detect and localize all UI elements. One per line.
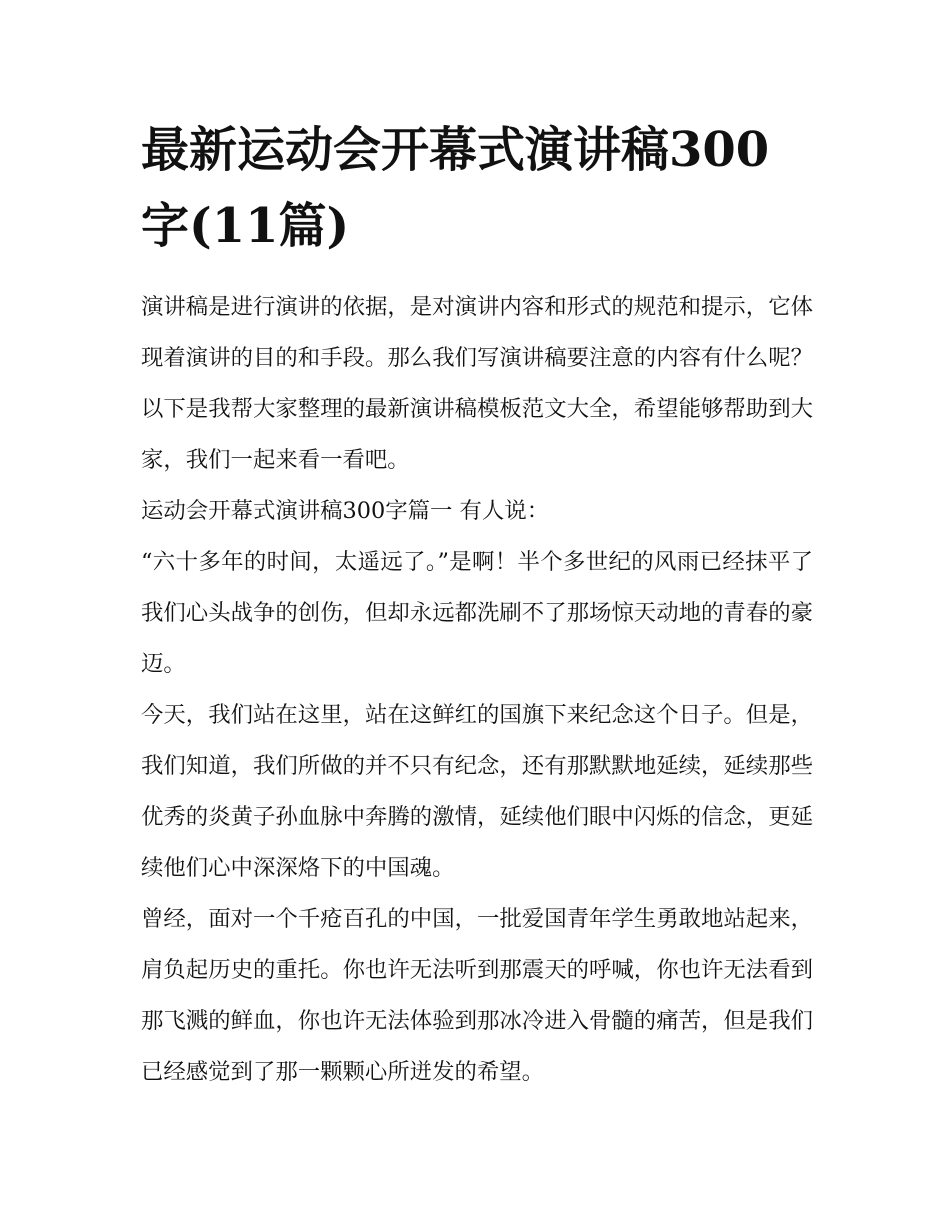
document-body xyxy=(141,282,813,1098)
paragraph-quote: “六十多年的时间，太遥远了。”是啊！半个多世纪的风雨已经抹平了我们心头战争的创伤，但却永远都洗刷不了那场惊天动地的青春的豪迈。 xyxy=(141,549,813,677)
paragraph-section-heading: 运动会开幕式演讲稿300字篇一 有人说： xyxy=(141,498,550,524)
paragraph-today: 今天，我们站在这里，站在这鲜红的国旗下来纪念这个日子。但是，我们知道，我们所做的并不只有纪念，还有那默默地延续，延续那些优秀的炎黄子孙血脉中奔腾的激情，延续他们眼中闪烁的信念，更延续他们心中深深烙下的中国魂。 xyxy=(141,702,813,881)
paragraph-history: 曾经，面对一个千疮百孔的中国，一批爱国青年学生勇敢地站起来，肩负起历史的重托。你也许无法听到那震天的呼喊，你也许无法看到那飞溅的鲜血，你也许无法体验到那冰冷进入骨髓的痛苦，但是我们已经感觉到了那一颗颗心所迸发的希望。 xyxy=(141,906,813,1085)
document-title: 最新运动会开幕式演讲稿300字(11篇) xyxy=(141,122,770,254)
paragraph-intro: 演讲稿是进行演讲的依据，是对演讲内容和形式的规范和提示，它体现着演讲的目的和手段。那么我们写演讲稿要注意的内容有什么呢？以下是我帮大家整理的最新演讲稿模板范文大全，希望能够帮助到大家，我们一起来看一看吧。 xyxy=(141,294,813,473)
document-page xyxy=(141,112,813,1098)
